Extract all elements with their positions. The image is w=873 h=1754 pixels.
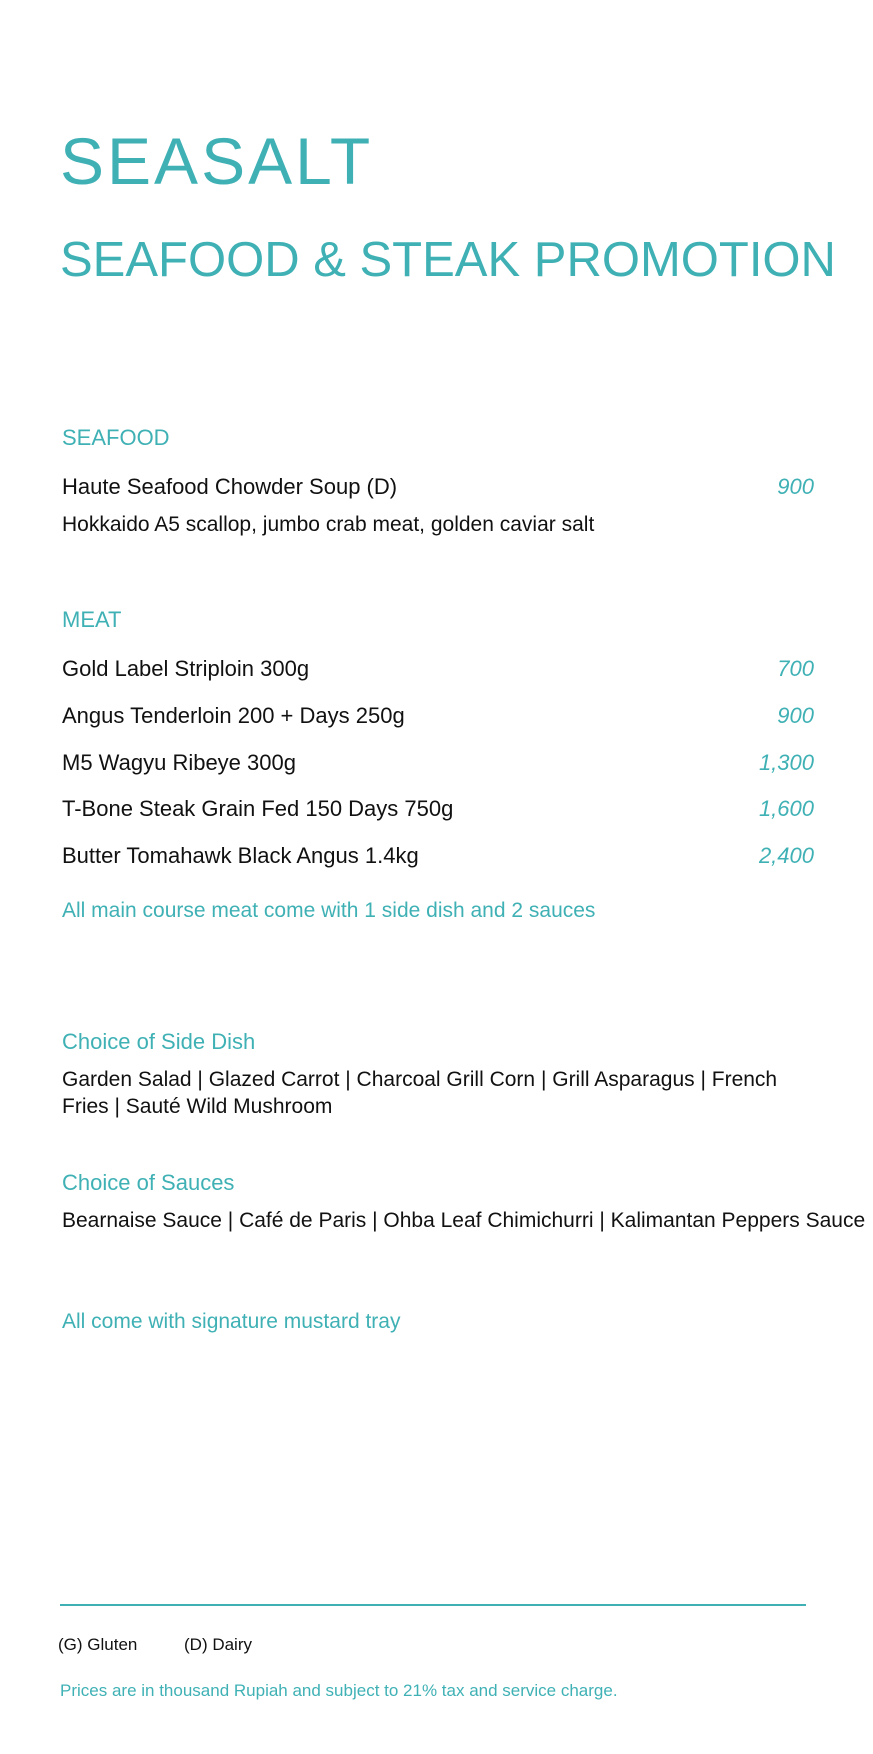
menu-item — [62, 654, 814, 684]
legend-dairy: (D) Dairy — [184, 1635, 252, 1654]
section-heading-sauces: Choice of Sauces — [62, 1170, 235, 1195]
footer-divider — [60, 1604, 806, 1606]
section-heading-seafood: SEAFOOD — [62, 425, 170, 450]
menu-item — [62, 841, 814, 871]
menu-item — [62, 472, 814, 502]
menu-item-name: T-Bone Steak Grain Fed 150 Days 750g — [62, 796, 454, 821]
menu-item — [62, 701, 814, 731]
menu-item-price: 2,400 — [758, 843, 814, 868]
menu-item-name: Haute Seafood Chowder Soup (D) — [62, 474, 398, 499]
sauce-options: Bearnaise Sauce | Café de Paris | Ohba Leaf Chimichurri | Kalimantan Peppers Sauce — [62, 1209, 866, 1232]
side-dish-options: Garden Salad | Glazed Carrot | Charcoal Grill Corn | Grill Asparagus | French Fries | Sauté Wild Mushroom — [62, 1068, 778, 1118]
brand-logo: SEASALT — [60, 124, 374, 198]
menu-item-price: 1,600 — [758, 796, 814, 821]
menu-item — [62, 794, 814, 824]
menu-item-name: Gold Label Striploin 300g — [62, 656, 310, 681]
mustard-note: All come with signature mustard tray — [62, 1310, 401, 1333]
menu-item-name: M5 Wagyu Ribeye 300g — [62, 750, 296, 775]
menu-item-description: Hokkaido A5 scallop, jumbo crab meat, golden caviar salt — [62, 513, 595, 536]
menu-item-price: 900 — [777, 474, 814, 499]
menu-item-price: 1,300 — [758, 750, 814, 775]
price-disclaimer: Prices are in thousand Rupiah and subject to 21% tax and service charge. — [60, 1681, 618, 1700]
menu-item-price: 700 — [777, 656, 814, 681]
menu-item — [62, 748, 814, 778]
section-heading-meat: MEAT — [62, 607, 122, 632]
page-title: SEAFOOD & STEAK PROMOTION — [60, 233, 836, 287]
meat-note: All main course meat come with 1 side dish and 2 sauces — [62, 899, 596, 922]
menu-item-price: 900 — [777, 703, 814, 728]
legend-gluten: (G) Gluten — [58, 1635, 138, 1654]
menu-item-name: Butter Tomahawk Black Angus 1.4kg — [62, 843, 419, 868]
section-heading-side-dish: Choice of Side Dish — [62, 1029, 256, 1054]
menu-item-name: Angus Tenderloin 200 + Days 250g — [62, 703, 405, 728]
